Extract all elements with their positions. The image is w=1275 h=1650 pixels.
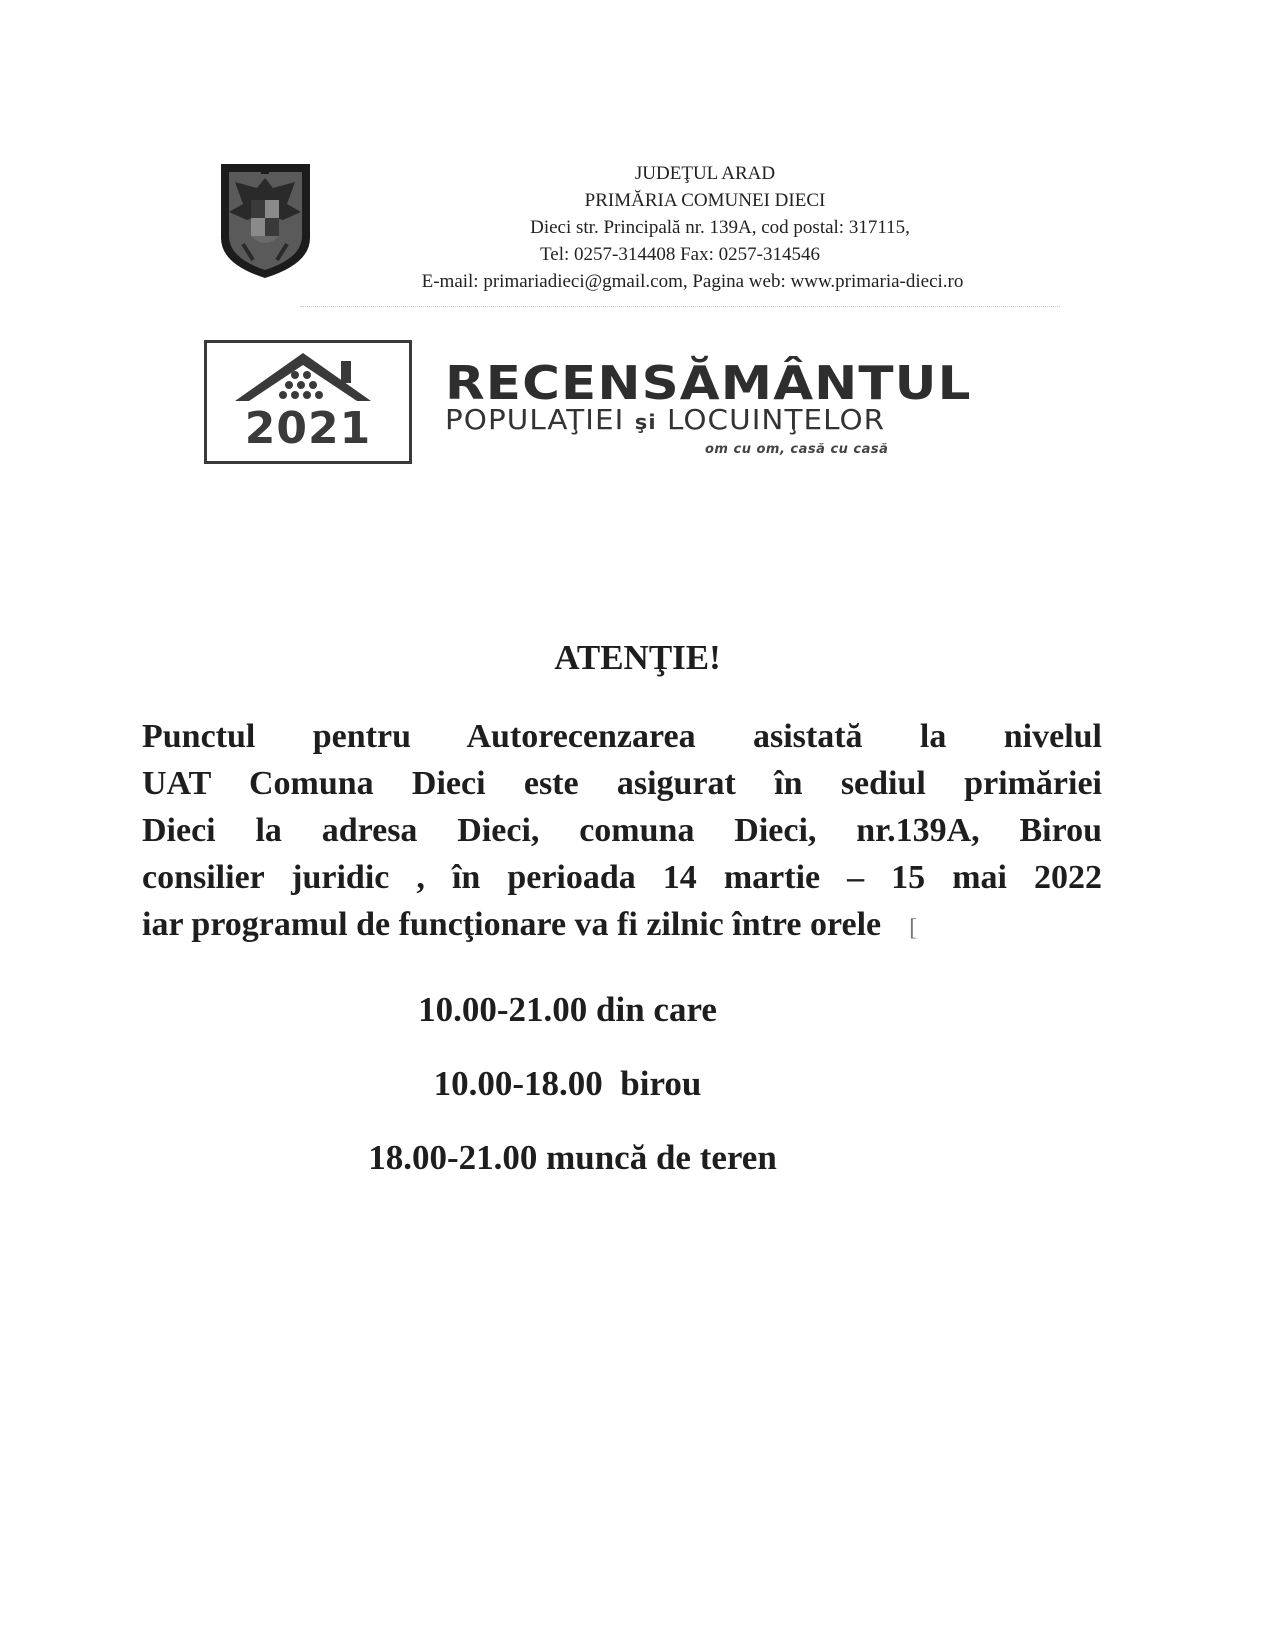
census-slogan: om cu om, casă cu casă [705,442,889,457]
notice-line: iar programul de funcţionare va fi zilnic între orele [ [142,906,918,943]
census-year: 2021 [244,403,372,454]
notice-line: UAT Comuna Dieci este asigurat în sediul primăriei [142,765,1102,802]
notice-line: Dieci la adresa Dieci, comuna Dieci, nr.139A, Birou [142,812,1102,849]
stray-mark: [ [909,915,918,941]
phone-fax-line: Tel: 0257-314408 Fax: 0257-314546 [540,244,820,265]
notice-title: ATENŢIE! [554,638,721,677]
schedule-total: 10.00-21.00 din care [418,990,717,1029]
notice-line: consilier juridic , în perioada 14 martie – 15 mai 2022 [142,859,1102,896]
schedule-office: 10.00-18.00 birou [433,1064,702,1103]
county-line: JUDEŢUL ARAD [634,163,776,184]
schedule-field: 18.00-21.00 muncă de teren [368,1138,777,1177]
census-subtitle: POPULAŢIEI şi LOCUINŢELOR [445,403,886,436]
notice-body [142,713,1102,952]
letterhead [330,160,1080,295]
notice-line: Punctul pentru Autorecenzarea asistată la nivelul [142,718,1102,755]
census-title: RECENSĂMÂNTUL [445,356,972,410]
institution-line: PRIMĂRIA COMUNEI DIECI [584,190,826,211]
divider [300,306,1060,308]
email-web-line: E-mail: primariadieci@gmail.com, Pagina web: www.primaria-dieci.ro [421,271,964,292]
address-line: Dieci str. Principală nr. 139A, cod postal: 317115, [530,217,910,238]
census-logo-box [204,340,412,464]
